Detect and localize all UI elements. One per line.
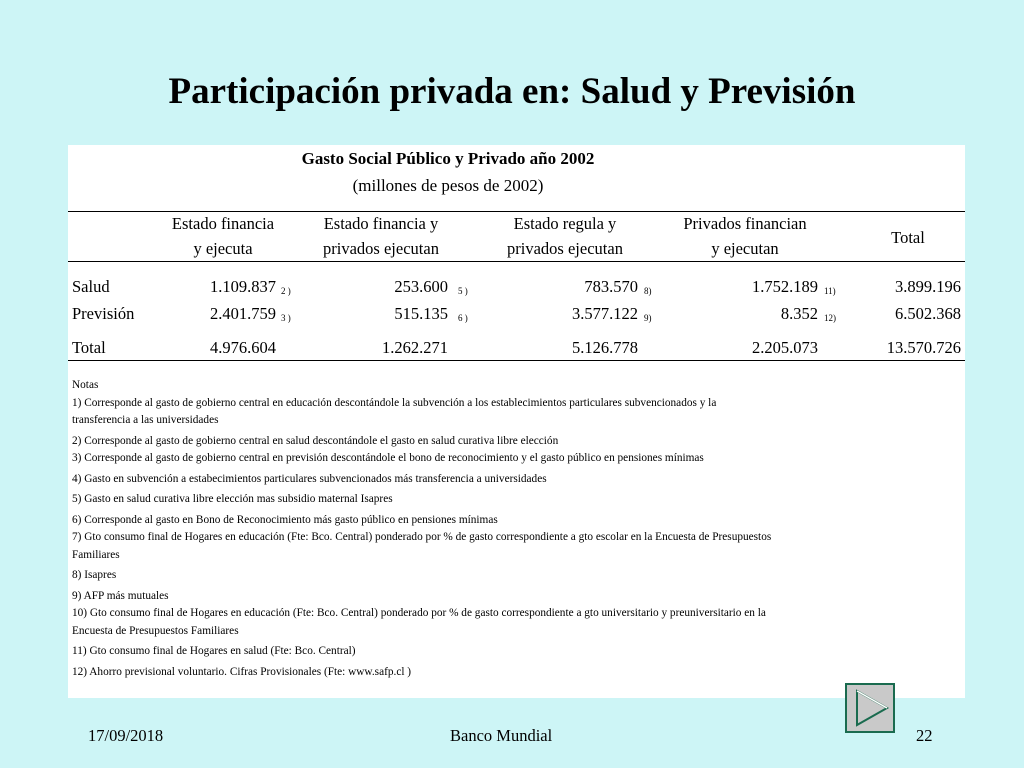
col-header-estado-financia: Estado financia y ejecuta: [171, 214, 275, 258]
total-bottom-rule: [68, 360, 965, 361]
cell-total-privados: 2.205.073: [752, 338, 818, 357]
ref-salud-estado: 2 ): [281, 286, 291, 296]
ref-prevision-privados: 12): [824, 313, 836, 323]
cell-salud-estado-privados: 253.600: [394, 277, 448, 296]
cell-salud-total: 3.899.196: [895, 277, 961, 296]
slide-title: Participación privada en: Salud y Previsión: [168, 71, 856, 112]
cell-prevision-total: 6.502.368: [895, 304, 961, 323]
footer-page-number: 22: [916, 726, 933, 745]
notes-block: [72, 377, 960, 681]
notes-heading: Notas: [72, 379, 99, 391]
note-10-cont: Encuesta de Presupuestos Familiares: [72, 624, 239, 637]
note-7: 7) Gto consumo final de Hogares en educación (Fte: Bco. Central) ponderado por % de gasto correspondiente a gto escolar en la Encuesta de Presupuestos: [72, 531, 772, 543]
header-bottom-rule: [68, 261, 965, 262]
note-4: 4) Gasto en subvención a estabecimientos particulares subvencionados más transferencia a universidades: [72, 472, 547, 485]
note-6: 6) Corresponde al gasto en Bono de Reconocimiento más gasto público en pensiones mínimas: [72, 513, 498, 526]
note-8: 8) Isapres: [72, 569, 117, 581]
cell-salud-regula: 783.570: [584, 277, 638, 296]
col-header-estado-financia-privados: Estado financia y privados ejecutan: [323, 214, 439, 258]
cell-prevision-estado-privados: 515.135: [394, 304, 448, 323]
cell-prevision-estado: 2.401.759: [210, 304, 276, 323]
ref-salud-privados: 11): [824, 286, 836, 296]
ref-salud-estado-privados: 5 ): [458, 286, 468, 296]
note-9: 9) AFP más mutuales: [72, 589, 169, 602]
note-11: 11) Gto consumo final de Hogares en salud (Fte: Bco. Central): [72, 645, 356, 657]
note-2: 2) Corresponde al gasto de gobierno central en salud descontándole el gasto en salud curativa libre elección: [72, 434, 559, 447]
row-label-salud: Salud: [72, 277, 110, 296]
cell-total-estado-privados: 1.262.271: [382, 338, 448, 357]
note-3: 3) Corresponde al gasto de gobierno central en previsión descontándole el bono de reconocimiento y el gasto público en pensiones mínimas: [72, 452, 704, 464]
cell-total-estado: 4.976.604: [210, 338, 276, 357]
cell-prevision-privados: 8.352: [780, 304, 818, 323]
table-subcaption: (millones de pesos de 2002): [352, 176, 544, 195]
row-label-prevision: Previsión: [72, 304, 135, 323]
col-header-privados-financian: Privados financian y ejecutan: [683, 214, 807, 258]
ref-prevision-estado-privados: 6 ): [458, 313, 468, 323]
note-10: 10) Gto consumo final de Hogares en educación (Fte: Bco. Central) ponderado por % de gasto correspondiente a gto universitario y preuniversitario en la: [72, 607, 766, 619]
cell-total-total: 13.570.726: [886, 338, 961, 357]
col-header-estado-regula: Estado regula y privados ejecutan: [507, 214, 623, 258]
table-panel: [68, 145, 965, 698]
ref-prevision-regula: 9): [644, 313, 652, 323]
row-label-total: Total: [72, 338, 106, 357]
note-7-cont: Familiares: [72, 548, 120, 561]
cell-prevision-regula: 3.577.122: [572, 304, 638, 323]
footer-date: 17/09/2018: [88, 726, 164, 745]
note-12: 12) Ahorro previsional voluntario. Cifras Provisionales (Fte: www.safp.cl ): [72, 665, 412, 678]
note-1-cont: transferencia a las universidades: [72, 414, 219, 426]
table-caption: Gasto Social Público y Privado año 2002: [301, 149, 595, 168]
note-1: 1) Corresponde al gasto de gobierno central en educación descontándole la subvención a los establecimientos particulares subvencionados y la: [72, 396, 717, 409]
play-next-icon: [847, 685, 893, 731]
note-5: 5) Gasto en salud curativa libre elección mas subsidio maternal Isapres: [72, 493, 393, 505]
cell-salud-privados: 1.752.189: [752, 277, 818, 296]
ref-prevision-estado: 3 ): [281, 313, 291, 323]
ref-salud-regula: 8): [644, 286, 652, 296]
footer-org: Banco Mundial: [450, 726, 553, 745]
col-header-total: Total: [891, 228, 925, 247]
cell-total-regula: 5.126.778: [572, 338, 638, 357]
next-slide-button[interactable]: [845, 683, 895, 733]
cell-salud-estado: 1.109.837: [210, 277, 276, 296]
